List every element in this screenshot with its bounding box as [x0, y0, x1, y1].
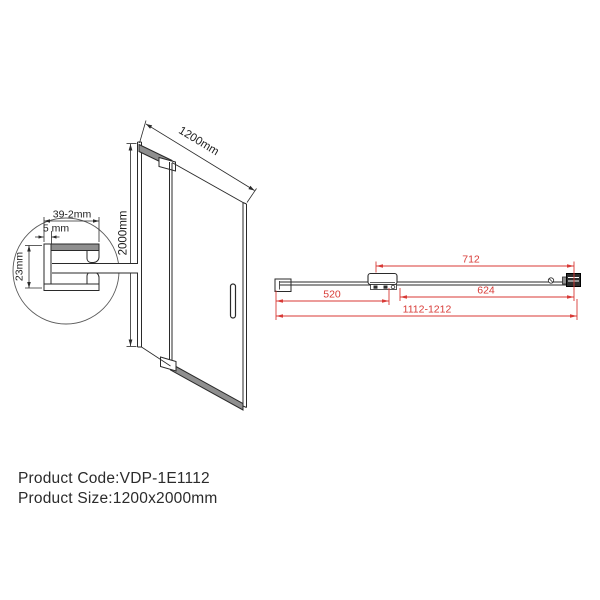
height-dimension-label: 2000mm [117, 210, 130, 256]
glass-top-edge [172, 163, 243, 203]
profile-thickness-dimension [35, 223, 69, 245]
product-code-line: Product Code:VDP-1E1112 [18, 470, 210, 487]
dimension-712 [376, 254, 574, 268]
dimension-712-label: 712 [462, 253, 480, 266]
profile-width-label: 39-2mm [52, 208, 92, 221]
dimension-624 [400, 285, 574, 299]
glass-plan-lines [280, 282, 569, 285]
profile-depth-label: 23mm [13, 251, 26, 282]
dimension-overall-label: 1112-1212 [402, 303, 452, 316]
profile-depth-dimension [14, 246, 43, 289]
hinge-block [368, 274, 397, 290]
width-dimension [140, 121, 257, 203]
door-right-edge [243, 203, 247, 408]
profile-thickness-label: 5 mm [42, 222, 70, 235]
bottom-hinge [161, 357, 177, 371]
dimension-624-label: 624 [477, 284, 495, 297]
top-view [275, 254, 581, 321]
screw-icon [548, 278, 553, 283]
door-handle [231, 284, 236, 318]
front-view [118, 121, 257, 411]
dimension-520-label: 520 [323, 288, 341, 301]
height-dimension [118, 144, 137, 347]
wall-profile-front [138, 142, 142, 347]
glass-clip-top [87, 251, 99, 263]
hinge-line [170, 162, 173, 366]
product-size-line: Product Size:1200x2000mm [18, 490, 218, 507]
glass-section [52, 264, 138, 274]
glass-clip-bottom [87, 272, 99, 284]
dimension-overall [276, 304, 577, 318]
dimension-520 [276, 289, 389, 303]
bottom-bar [171, 364, 244, 411]
product-info [18, 469, 218, 509]
floor-line [142, 347, 171, 366]
width-dimension-label: 1200mm [176, 124, 221, 159]
top-hinge [159, 158, 176, 172]
